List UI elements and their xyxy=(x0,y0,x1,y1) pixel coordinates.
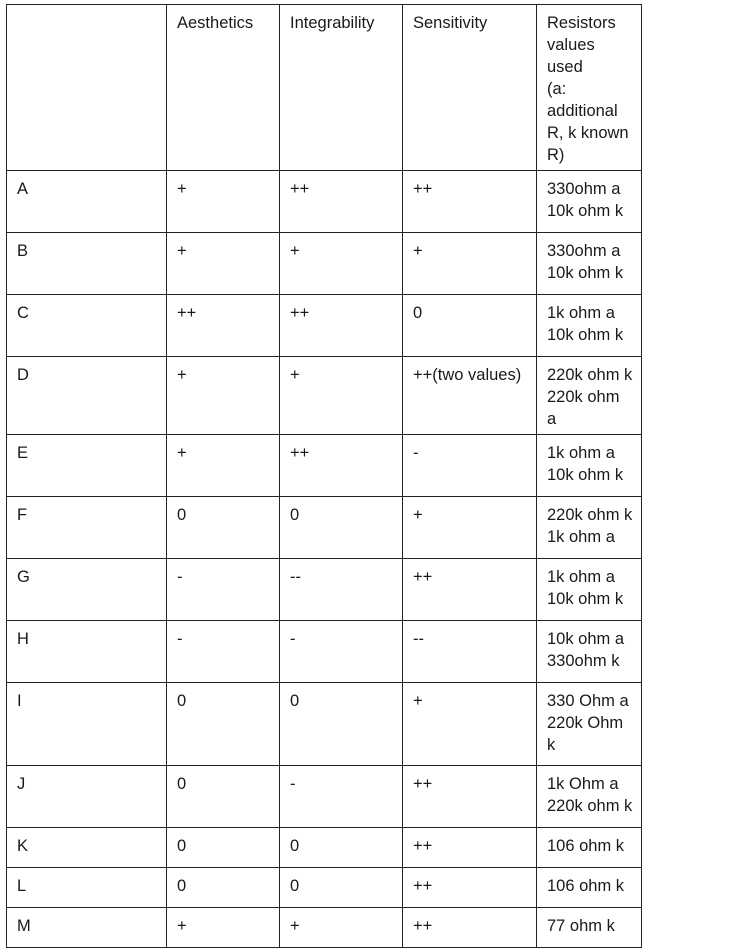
integrability-cell: - xyxy=(280,621,403,683)
row-label: C xyxy=(7,295,167,357)
sensitivity-cell: ++ xyxy=(403,559,537,621)
integrability-cell: 0 xyxy=(280,497,403,559)
row-label: G xyxy=(7,559,167,621)
header-cell-resistors: Resistors values used (a: additional R, k known R) xyxy=(537,5,642,171)
table-row xyxy=(7,766,642,828)
aesthetics-cell: ++ xyxy=(167,295,280,357)
aesthetics-cell: + xyxy=(167,908,280,948)
integrability-cell: - xyxy=(280,766,403,828)
resistors-cell: 10k ohm a 330ohm k xyxy=(537,621,642,683)
resistors-cell: 330ohm a 10k ohm k xyxy=(537,233,642,295)
table-row xyxy=(7,497,642,559)
integrability-cell: + xyxy=(280,908,403,948)
aesthetics-cell: 0 xyxy=(167,766,280,828)
sensitivity-cell: ++ xyxy=(403,828,537,868)
sensitivity-cell: ++ xyxy=(403,171,537,233)
aesthetics-cell: 0 xyxy=(167,868,280,908)
row-label: B xyxy=(7,233,167,295)
row-label: L xyxy=(7,868,167,908)
resistors-cell: 106 ohm k xyxy=(537,868,642,908)
aesthetics-cell: + xyxy=(167,233,280,295)
resistors-cell: 330ohm a 10k ohm k xyxy=(537,171,642,233)
aesthetics-cell: + xyxy=(167,435,280,497)
table-row xyxy=(7,828,642,868)
sensitivity-cell: + xyxy=(403,497,537,559)
aesthetics-cell: + xyxy=(167,357,280,435)
header-cell-label xyxy=(7,5,167,171)
row-label: J xyxy=(7,766,167,828)
row-label: H xyxy=(7,621,167,683)
table-row xyxy=(7,868,642,908)
resistors-cell: 1k ohm a 10k ohm k xyxy=(537,559,642,621)
table-row xyxy=(7,357,642,435)
resistors-cell: 220k ohm k 1k ohm a xyxy=(537,497,642,559)
row-label: A xyxy=(7,171,167,233)
sensitivity-cell: 0 xyxy=(403,295,537,357)
integrability-cell: ++ xyxy=(280,295,403,357)
header-cell-integrability: Integrability xyxy=(280,5,403,171)
integrability-cell: 0 xyxy=(280,868,403,908)
resistors-cell: 77 ohm k xyxy=(537,908,642,948)
row-label: M xyxy=(7,908,167,948)
integrability-cell: + xyxy=(280,357,403,435)
sensitivity-cell: ++ xyxy=(403,908,537,948)
row-label: K xyxy=(7,828,167,868)
sensitivity-cell: ++ xyxy=(403,766,537,828)
sensitivity-cell: - xyxy=(403,435,537,497)
integrability-cell: ++ xyxy=(280,435,403,497)
aesthetics-cell: 0 xyxy=(167,497,280,559)
sensitivity-cell: ++ xyxy=(403,868,537,908)
header-cell-aesthetics: Aesthetics xyxy=(167,5,280,171)
aesthetics-cell: 0 xyxy=(167,683,280,766)
table-row xyxy=(7,171,642,233)
aesthetics-cell: 0 xyxy=(167,828,280,868)
row-label: F xyxy=(7,497,167,559)
table-row xyxy=(7,233,642,295)
sensitivity-cell: + xyxy=(403,233,537,295)
integrability-cell: -- xyxy=(280,559,403,621)
sensitivity-cell: -- xyxy=(403,621,537,683)
sensitivity-cell: + xyxy=(403,683,537,766)
integrability-cell: 0 xyxy=(280,828,403,868)
integrability-cell: + xyxy=(280,233,403,295)
resistors-cell: 1k Ohm a 220k ohm k xyxy=(537,766,642,828)
aesthetics-cell: - xyxy=(167,621,280,683)
sensitivity-cell: ++(two values) xyxy=(403,357,537,435)
header-row xyxy=(7,5,642,171)
aesthetics-cell: - xyxy=(167,559,280,621)
resistors-cell: 1k ohm a 10k ohm k xyxy=(537,435,642,497)
table-row xyxy=(7,435,642,497)
table-row xyxy=(7,683,642,766)
resistors-cell: 106 ohm k xyxy=(537,828,642,868)
row-label: I xyxy=(7,683,167,766)
integrability-cell: ++ xyxy=(280,171,403,233)
table-row xyxy=(7,621,642,683)
resistors-cell: 330 Ohm a 220k Ohm k xyxy=(537,683,642,766)
resistors-cell: 220k ohm k 220k ohm a xyxy=(537,357,642,435)
table-row xyxy=(7,295,642,357)
integrability-cell: 0 xyxy=(280,683,403,766)
comparison-table xyxy=(6,4,642,948)
header-cell-sensitivity: Sensitivity xyxy=(403,5,537,171)
table-row xyxy=(7,559,642,621)
row-label: E xyxy=(7,435,167,497)
aesthetics-cell: + xyxy=(167,171,280,233)
table-row xyxy=(7,908,642,948)
resistors-cell: 1k ohm a 10k ohm k xyxy=(537,295,642,357)
row-label: D xyxy=(7,357,167,435)
